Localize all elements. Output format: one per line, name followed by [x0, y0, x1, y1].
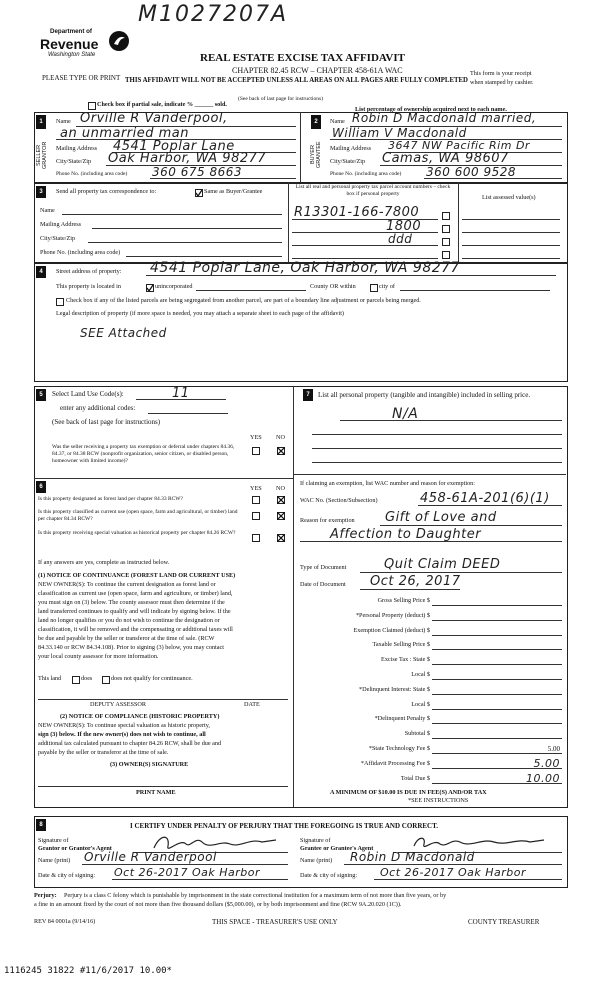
personal-property[interactable]: N/A: [392, 406, 419, 422]
q-historic: Is this property receiving special valuation as historical property per chapter 84.26 RCW?: [38, 530, 236, 536]
deputy-date-label: DATE: [244, 701, 260, 708]
notice-1-title: (1) NOTICE OF CONTINUANCE (FOREST LAND OR CURRENT USE): [38, 572, 236, 579]
grantor-name-label: Name (print): [38, 857, 71, 864]
print-type: PLEASE TYPE OR PRINT: [42, 74, 121, 82]
fee-line: [432, 649, 562, 650]
fee-label: *State Technology Fee $: [368, 745, 430, 752]
receipt-note-1: This form is your receipt: [470, 70, 532, 77]
parcel-2[interactable]: 1800: [386, 219, 422, 234]
buyer-name-2[interactable]: William V Macdonald: [332, 126, 467, 140]
unincorporated-checkbox[interactable]: [146, 284, 154, 292]
handwritten-id: M1027207A: [138, 2, 289, 27]
city-of-label: city of: [379, 283, 395, 290]
seller-mailing[interactable]: 4541 Poplar Lane: [113, 139, 235, 154]
seller-name-2[interactable]: an unmarried man: [60, 126, 189, 141]
personal-property-label: List all personal property (tangible and intangible) included in selling price.: [318, 391, 531, 399]
deputy-assessor-label: DEPUTY ASSESSOR: [90, 701, 146, 708]
receipt-note-2: when stamped by cashier.: [470, 79, 534, 86]
parcel-1-checkbox[interactable]: [442, 212, 450, 220]
s3-phone-label: Phone No. (including area code): [40, 249, 121, 256]
fee-value[interactable]: 5.00: [547, 745, 560, 753]
fee-value[interactable]: 5.00: [533, 757, 560, 770]
county-treasurer: COUNTY TREASURER: [468, 918, 540, 926]
seller-city[interactable]: Oak Harbor, WA 98277: [108, 151, 267, 166]
check-icon: [196, 190, 202, 196]
doc-type-label: Type of Document: [300, 564, 347, 571]
s5-see-back: (See back of last page for instructions): [52, 418, 161, 426]
check-icon: [277, 534, 285, 542]
section-1-number: 1: [36, 115, 46, 129]
wac-label: WAC No. (Section/Subsection): [300, 497, 378, 504]
located-label: This property is located in: [56, 283, 121, 290]
buyer-name[interactable]: Robin D Macdonald married,: [352, 111, 537, 125]
dor-logo-icon: [108, 30, 130, 52]
fee-line: [432, 694, 562, 695]
treasurer-space: THIS SPACE - TREASURER'S USE ONLY: [212, 918, 338, 926]
buyer-mailing[interactable]: 3647 NW Pacific Rim Dr: [388, 139, 530, 152]
q1-no-checkbox[interactable]: [277, 496, 285, 504]
ownership-note: List percentage of ownership acquired next to each name.: [355, 106, 507, 113]
section-4-number: 4: [36, 266, 46, 278]
land-use-label: Select Land Use Code(s):: [52, 390, 124, 398]
form-warning: THIS AFFIDAVIT WILL NOT BE ACCEPTED UNLESS ALL AREAS ON ALL PAGES ARE FULLY COMPLETED: [125, 77, 468, 84]
fee-line: [432, 620, 562, 621]
seller-city-label: City/State/Zip: [56, 158, 92, 165]
notice-1-body-5: land no longer qualifies or you do not wish to continue the designation or: [38, 617, 220, 624]
rev-number: REV 84 0001a (9/14/16): [34, 918, 96, 925]
q2-no-checkbox[interactable]: [277, 512, 285, 520]
notice-1-body-7: be due and payable by the seller or transferor at the time of sale. (RCW: [38, 635, 215, 642]
fee-line: [432, 635, 562, 636]
partial-sale-label: Check box if partial sale, indicate % ______ sold.: [97, 101, 227, 108]
buyer-phone-label: Phone No. (including area code): [330, 171, 402, 177]
fee-label: *Personal Property (deduct) $: [355, 612, 430, 619]
s5-yes-checkbox[interactable]: [252, 447, 260, 455]
notice-2-body-2: sign (3) below. If the new owner(s) does not wish to continue, all: [38, 731, 206, 738]
doc-date[interactable]: Oct 26, 2017: [370, 574, 461, 589]
s6-yes: YES: [250, 485, 262, 492]
buyer-phone[interactable]: 360 600 9528: [426, 165, 516, 179]
grantor-date-label: Date & city of signing:: [38, 872, 96, 879]
notice-1-body-4: land transferred continues to qualify and will indicate by signing below. If the: [38, 608, 231, 615]
fee-label: *Delinquent Interest: State $: [359, 686, 430, 693]
send-correspondence-label: Send all property tax correspondence to:: [56, 188, 157, 195]
notice-1-body-9: your local county assessor for more information.: [38, 653, 159, 660]
notice-1-body-8: 84.33.140 or RCW 84.34.108). Prior to signing (3) below, you may contact: [38, 644, 224, 651]
grantee-sig-label-2: Grantee or Grantee's Agent: [300, 845, 374, 852]
fee-line: [432, 679, 562, 680]
section-7-number: 7: [303, 389, 313, 401]
fee-label: Total Due $: [400, 775, 430, 782]
land-does-not-checkbox[interactable]: [102, 676, 110, 684]
see-back: (See back of last page for instructions): [238, 96, 323, 102]
perjury-title: Perjury:: [34, 892, 57, 899]
certify-statement: I CERTIFY UNDER PENALTY OF PERJURY THAT THE FOREGOING IS TRUE AND CORRECT.: [130, 822, 439, 830]
q3-yes-checkbox[interactable]: [252, 534, 260, 542]
additional-codes-label: enter any additional codes:: [60, 404, 136, 412]
perjury-text-2: a fine in an amount fixed by the court of not more than five thousand dollars ($5,000.00), or by both imprisonment and fine (RCW 9A.20.020 (1C)).: [34, 901, 402, 908]
doc-type[interactable]: Quit Claim DEED: [384, 557, 501, 572]
parcel-3-checkbox[interactable]: [442, 238, 450, 246]
q2-yes-checkbox[interactable]: [252, 512, 260, 520]
minimum-due: A MINIMUM OF $10.00 IS DUE IN FEE(S) AND/OR TAX: [330, 789, 487, 796]
partial-sale-checkbox[interactable]: [88, 102, 96, 110]
fee-line: [432, 753, 562, 754]
buyer-city-label: City/State/Zip: [330, 158, 366, 165]
fee-line: [432, 723, 562, 724]
see-instructions: *SEE INSTRUCTIONS: [408, 797, 469, 804]
fee-value[interactable]: 10.00: [526, 772, 560, 785]
section-8-number: 8: [36, 819, 46, 831]
wac-number[interactable]: 458-61A-201(6)(1): [420, 491, 550, 506]
grantee-date[interactable]: Oct 26-2017 Oak Harbor: [380, 866, 527, 879]
dept-state: Washington State: [48, 52, 96, 58]
seller-phone[interactable]: 360 675 8663: [152, 165, 242, 179]
s5-no: NO: [276, 434, 285, 441]
seller-phone-label: Phone No. (including area code): [56, 171, 128, 177]
fee-line: [432, 709, 562, 710]
fee-line: [432, 738, 562, 739]
county-label: County OR within: [310, 283, 356, 290]
fee-label: Local $: [411, 671, 430, 678]
buyer-city[interactable]: Camas, WA 98607: [382, 151, 509, 166]
q1-yes-checkbox[interactable]: [252, 496, 260, 504]
seller-side-label: SELLER GRANTOR: [36, 141, 48, 169]
seller-name-label: Name: [56, 118, 71, 125]
receipt-stamp: 1116245 31822 #11/6/2017 10.00*: [4, 966, 172, 976]
fee-label: Subtotal $: [404, 730, 430, 737]
assessed-header: List assessed value(s): [482, 194, 536, 201]
parcel-1[interactable]: R13301-166-7800: [294, 205, 420, 220]
segregated-label: Check box if any of the listed parcels are being segregated from another parcel, are part of a boundary line adjustment or parcels being merged.: [66, 297, 421, 304]
same-as-buyer-label: Same as Buyer/Grantee: [204, 188, 263, 195]
s3-city-label: City/State/Zip: [40, 235, 76, 242]
q3-no-checkbox[interactable]: [277, 534, 285, 542]
fee-label: Exemption Claimed (deduct) $: [353, 627, 430, 634]
notice-2-title: (2) NOTICE OF COMPLIANCE (HISTORIC PROPERTY): [60, 713, 220, 720]
parcel-4-checkbox[interactable]: [442, 251, 450, 259]
notice-2-body-4: payable by the seller or transferor at the time of sale.: [38, 749, 169, 756]
fee-line: [432, 664, 562, 665]
fee-label: *Affidavit Processing Fee $: [360, 760, 430, 767]
grantor-sig-label-1: Signature of: [38, 837, 69, 844]
parcel-header: List all real and personal property tax parcel account numbers – check box if personal property: [295, 184, 451, 197]
dor-logo: [40, 28, 130, 64]
grantor-name[interactable]: Orville R Vanderpool: [84, 850, 217, 864]
form-chapter: CHAPTER 82.45 RCW – CHAPTER 458-61A WAC: [232, 66, 403, 75]
notice-2-body-3: additional tax calculated pursuant to chapter 84.26 RCW, shall be due and: [38, 740, 222, 747]
fee-line: [432, 605, 562, 606]
form-title: REAL ESTATE EXCISE TAX AFFIDAVIT: [200, 52, 405, 64]
reason-value-2[interactable]: Affection to Daughter: [330, 527, 482, 542]
land-use-code[interactable]: 11: [172, 386, 190, 401]
does-label: does: [81, 675, 93, 682]
same-as-buyer-checkbox[interactable]: [195, 189, 203, 197]
section-3-number: 3: [36, 186, 46, 198]
if-yes-note: If any answers are yes, complete as instructed below.: [38, 559, 170, 566]
parcel-2-checkbox[interactable]: [442, 225, 450, 233]
street-address[interactable]: 4541 Poplar Lane, Oak Harbor, WA 98277: [150, 260, 460, 276]
notice-1-body-6: classification, it will be removed and the compensating or additional taxes will: [38, 626, 233, 633]
street-label: Street address of property:: [56, 268, 122, 275]
print-name-label: PRINT NAME: [136, 789, 176, 796]
q-current-use: Is this property classified as current use (open space, farm and agricultural, or timber) land per chapter 84.34 RCW?: [38, 509, 238, 522]
grantee-name[interactable]: Robin D Macdonald: [350, 850, 475, 864]
check-icon: [277, 447, 285, 455]
does-not-label: does not qualify for continuance.: [111, 675, 193, 682]
parcel-3[interactable]: ddd: [388, 232, 413, 246]
check-icon: [147, 285, 153, 291]
perjury-text-1: Perjury is a class C felony which is punishable by imprisonment in the state correctional institution for a maximum term of not more than five years, or by: [64, 892, 447, 899]
grantee-date-label: Date & city of signing:: [300, 872, 358, 879]
notice-1-body-3: you must sign on (3) below. The county assessor must then determine if the: [38, 599, 225, 606]
fee-label: Excise Tax : State $: [381, 656, 430, 663]
s5-no-checkbox[interactable]: [277, 447, 285, 455]
legal-label: Legal description of property (if more space is needed, you may attach a separate sheet to each page of the affidavit): [56, 310, 344, 317]
dept-name: Revenue: [40, 36, 99, 52]
buyer-mailing-label: Mailing Address: [330, 145, 372, 152]
dept-line: Department of: [50, 28, 92, 35]
reason-label: Reason for exemption: [300, 517, 355, 524]
exemption-label: If claiming an exemption, list WAC number and reason for exemption:: [300, 480, 475, 487]
this-land-label: This land: [38, 675, 62, 682]
grantee-name-label: Name (print): [300, 857, 333, 864]
within-city-checkbox[interactable]: [370, 284, 378, 292]
reason-value-1[interactable]: Gift of Love and: [385, 510, 497, 525]
seller-mailing-label: Mailing Address: [56, 145, 98, 152]
notice-1-body-2: classification as current use (open space, farm and agriculture, or timber) land,: [38, 590, 233, 597]
land-does-checkbox[interactable]: [72, 676, 80, 684]
fee-label: Local $: [411, 701, 430, 708]
section-2-number: 2: [311, 115, 321, 129]
legal-description[interactable]: SEE Attached: [80, 326, 167, 340]
notice-1-body-1: NEW OWNER(S): To continue the current designation as forest land or: [38, 581, 216, 588]
owner-signature-label: (3) OWNER(S) SIGNATURE: [110, 761, 189, 768]
unincorporated-label: unincorporated: [155, 283, 193, 290]
notice-2-body-1: NEW OWNER(S): To continue special valuation as historic property,: [38, 722, 210, 729]
doc-date-label: Date of Document: [300, 581, 346, 588]
section-4-box: [34, 262, 568, 382]
grantor-sig-label-2: Grantor or Grantor's Agent: [38, 845, 112, 852]
section-6-number: 6: [36, 481, 46, 493]
s6-no: NO: [276, 485, 285, 492]
segregated-checkbox[interactable]: [56, 298, 64, 306]
fee-label: Gross Selling Price $: [377, 597, 430, 604]
s3-mailing-label: Mailing Address: [40, 221, 82, 228]
q-forest-land: Is this property designated as forest land per chapter 84.33 RCW?: [38, 496, 183, 502]
buyer-name-label: Name: [330, 118, 345, 125]
s3-name-label: Name: [40, 207, 55, 214]
check-icon: [277, 496, 285, 504]
grantor-date[interactable]: Oct 26-2017 Oak Harbor: [114, 866, 261, 879]
fee-label: *Delinquent Penalty $: [374, 715, 430, 722]
s5-yes: YES: [250, 434, 262, 441]
check-icon: [277, 512, 285, 520]
buyer-side-label: BUYER GRANTEE: [310, 141, 322, 169]
grantee-sig-label-1: Signature of: [300, 837, 331, 844]
fee-label: Taxable Selling Price $: [372, 641, 430, 648]
exemption-question: Was the seller receiving a property tax exemption or deferral under chapters 84.36, 84.37, or 84.38 RCW (nonprofit organization, senior citizen, or disabled person, homeowner with limited income)?: [52, 444, 235, 464]
section-5-number: 5: [36, 389, 46, 401]
seller-name[interactable]: Orville R Vanderpool,: [80, 111, 228, 126]
